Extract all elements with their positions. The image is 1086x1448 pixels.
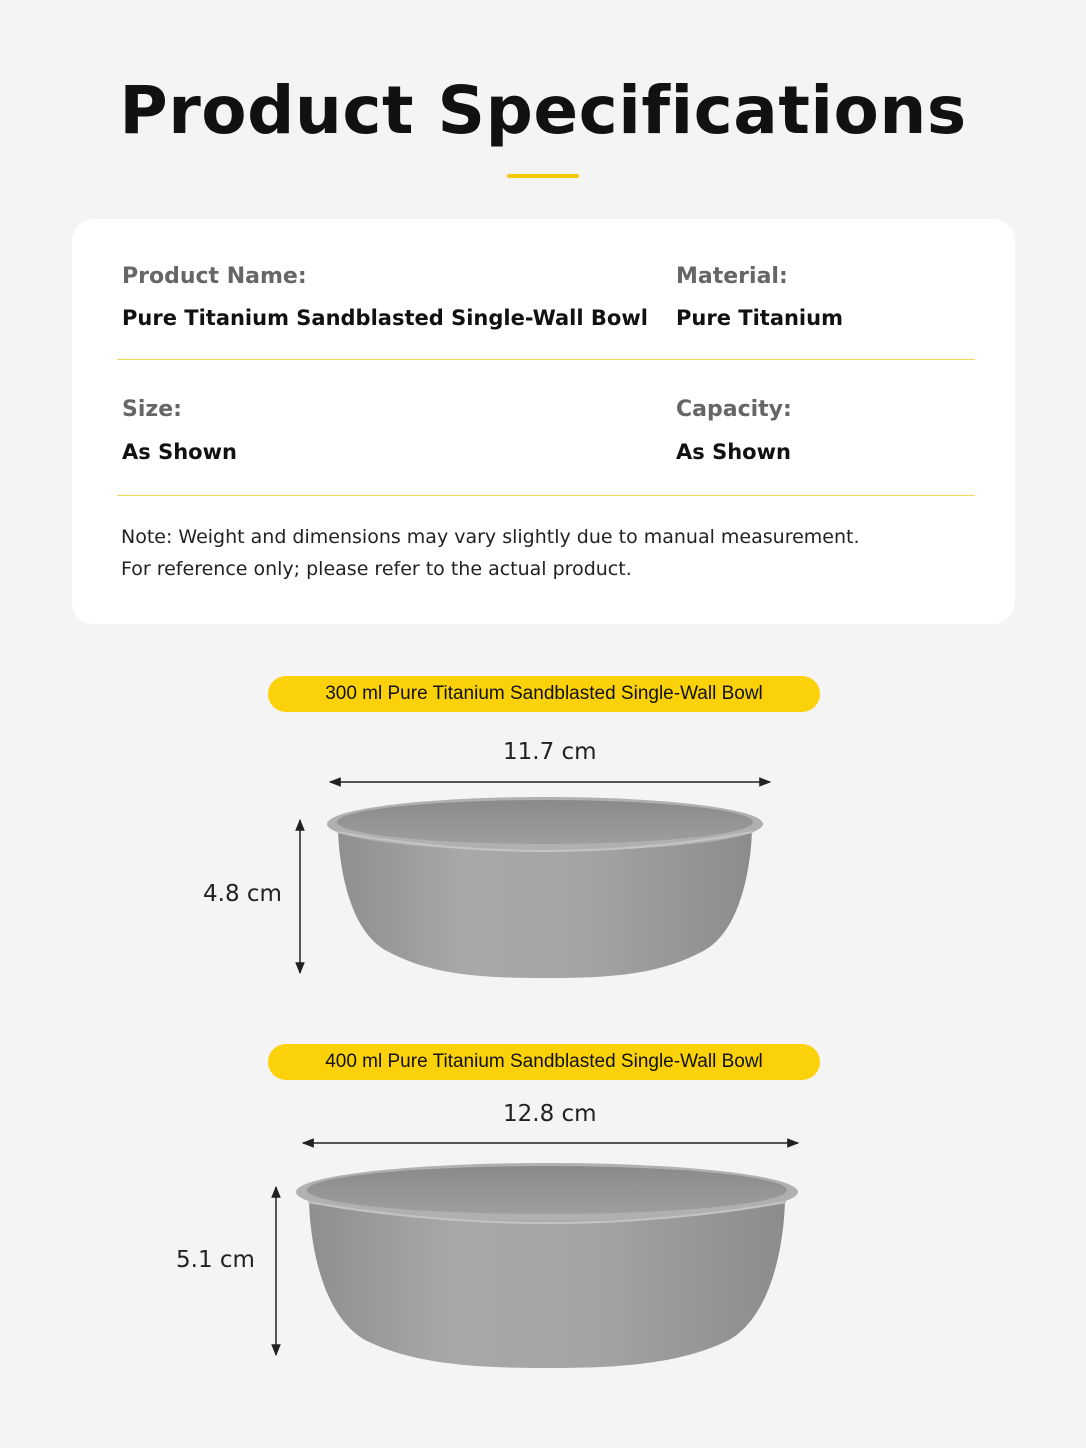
product-name-value: Pure Titanium Sandblasted Single-Wall Bowl bbox=[122, 306, 648, 330]
note-line: Note: Weight and dimensions may vary slightly due to manual measurement. bbox=[121, 526, 860, 548]
bowl-300-height: 4.8 cm bbox=[203, 881, 282, 907]
bowl-300-width: 11.7 cm bbox=[503, 739, 597, 765]
material-label: Material: bbox=[676, 264, 788, 289]
bowl-400-label: 400 ml Pure Titanium Sandblasted Single-Wall Bowl bbox=[268, 1044, 820, 1080]
note-line: For reference only; please refer to the actual product. bbox=[121, 558, 632, 580]
page-title: Product Specifications bbox=[119, 72, 967, 149]
bowl-300-label: 300 ml Pure Titanium Sandblasted Single-Wall Bowl bbox=[268, 676, 820, 712]
size-value: As Shown bbox=[122, 440, 237, 464]
capacity-value: As Shown bbox=[676, 440, 791, 464]
bowl-400-width: 12.8 cm bbox=[503, 1101, 597, 1127]
material-value: Pure Titanium bbox=[676, 306, 843, 330]
capacity-label: Capacity: bbox=[676, 397, 792, 422]
bowl-300-image bbox=[300, 782, 770, 978]
product-name-label: Product Name: bbox=[122, 264, 307, 289]
bowl-400-height: 5.1 cm bbox=[176, 1247, 255, 1273]
bowl-400-image bbox=[276, 1143, 798, 1368]
size-label: Size: bbox=[122, 397, 182, 422]
